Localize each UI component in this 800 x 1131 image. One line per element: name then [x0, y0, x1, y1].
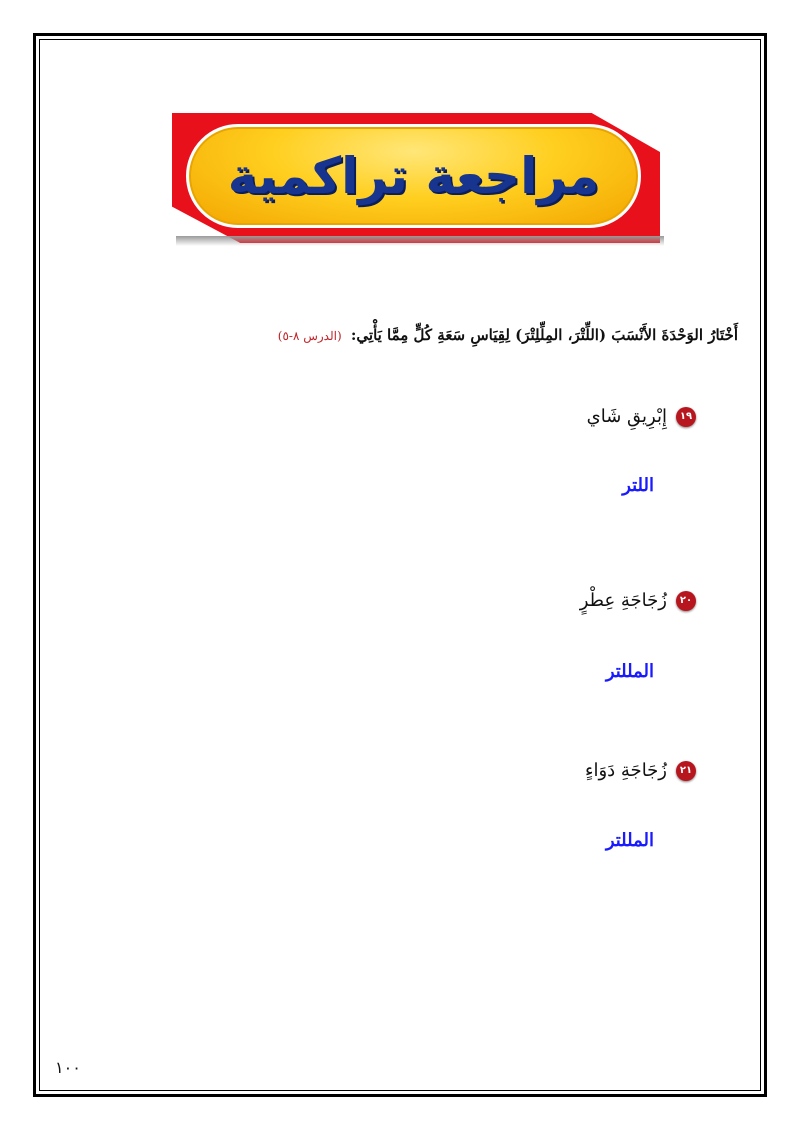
title-banner-shadow: [176, 236, 664, 246]
answer-20: المللتر: [605, 661, 654, 681]
question-21: [585, 760, 696, 781]
question-20: [580, 590, 696, 611]
question-number-badge: ٢٠: [676, 591, 696, 611]
answer-21: المللتر: [605, 830, 654, 850]
page-title: مراجعة تراكمية: [227, 147, 600, 205]
instruction-text: أَخْتَارُ الوَحْدَةَ الأَنْسَبَ (اللِّتْرَ، المِلِّلِتْرَ) لِقِيَاسِ سَعَةِ كُلٍّ مِمَّا يَأْتِي:: [350, 326, 738, 344]
question-19: [587, 406, 696, 427]
question-text: زُجَاجَةِ دَوَاءٍ: [585, 760, 667, 781]
page-number: ١٠٠: [55, 1058, 81, 1077]
instruction-line: [278, 326, 738, 344]
question-number-badge: ١٩: [676, 407, 696, 427]
answer-19: اللتر: [622, 475, 654, 495]
question-text: زُجَاجَةِ عِطْرٍ: [579, 590, 667, 611]
question-number-badge: ٢١: [676, 761, 696, 781]
lesson-reference: (الدرس ٨-٥): [277, 329, 342, 343]
question-text: إِبْرِيقِ شَاي: [586, 406, 667, 427]
